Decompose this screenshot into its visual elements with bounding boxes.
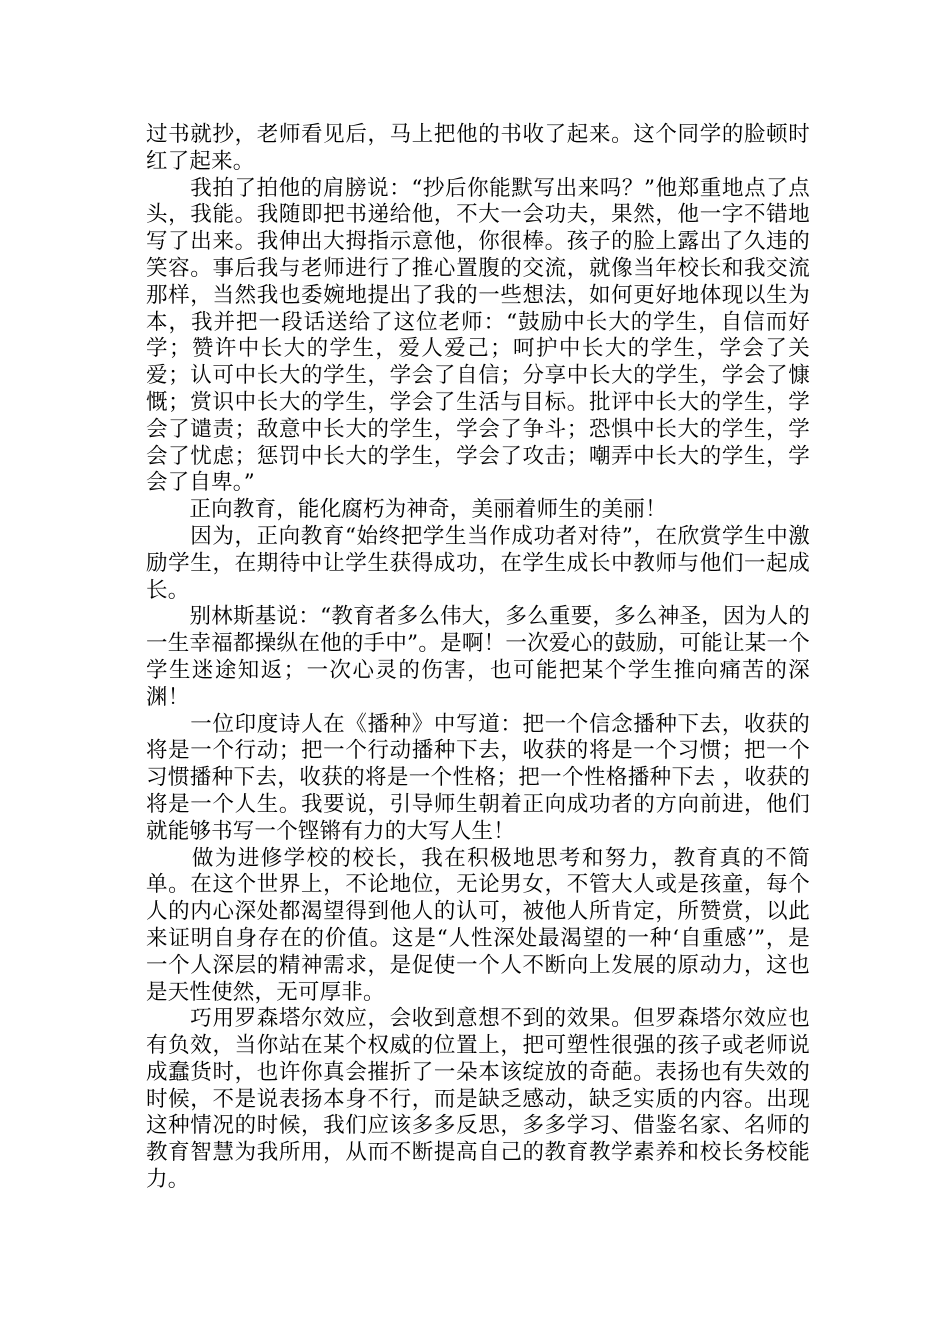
paragraph-7: 做为进修学校的校长，我在积极地思考和努力，教育真的不简单。在这个世界上，不论地位，无论男女，不管大人或是孩童，每个人的内心深处都渴望得到他人的认可，被他人所肯定，所赞赏，以此来证明自身存在的价值。这是“人性深处最渴望的一种‘自重感’”，是一个人深层的精神需求，是促使一个人不断向上发展的原动力，这也是天性使然，无可厚非。 (146, 845, 810, 1005)
paragraph-5: 别林斯基说：“教育者多么伟大，多么重要，多么神圣，因为人的一生幸福都操纵在他的手中”。是啊！一次爱心的鼓励，可能让某一个学生迷途知返；一次心灵的伤害，也可能把某个学生推向痛苦的深渊！ (146, 604, 810, 710)
paragraph-2: 我拍了拍他的肩膀说：“抄后你能默写出来吗？”他郑重地点了点头，我能。我随即把书递给他，不大一会功夫，果然，他一字不错地写了出来。我伸出大拇指示意他，你很棒。孩子的脸上露出了久违的笑容。事后我与老师进行了推心置腹的交流，就像当年校长和我交流那样，当然我也委婉地提出了我的一些想法，如何更好地体现以生为本，我并把一段话送给了这位老师：“鼓励中长大的学生，自信而好学；赞许中长大的学生，爱人爱己；呵护中长大的学生，学会了关爱；认可中长大的学生，学会了自信；分享中长大的学生，学会了慷慨；赏识中长大的学生，学会了生活与目标。批评中长大的学生，学会了谴责；敌意中长大的学生，学会了争斗；恐惧中长大的学生，学会了忧虑；惩罚中长大的学生，学会了攻击；嘲弄中长大的学生，学会了自卑。” (146, 175, 810, 496)
paragraph-6: 一位印度诗人在《播种》中写道：把一个信念播种下去，收获的将是一个行动；把一个行动播种下去，收获的将是一个习惯；把一个习惯播种下去，收获的将是一个性格；把一个性格播种下去 ，收获的将是一个人生。我要说，引导师生朝着正向成功者的方向前进，他们就能够书写一个铿锵有力的大写人生！ (146, 711, 810, 844)
paragraph-3: 正向教育，能化腐朽为神奇，美丽着师生的美丽！ (146, 497, 667, 523)
paragraph-8: 巧用罗森塔尔效应，会收到意想不到的效果。但罗森塔尔效应也有负效，当你站在某个权威的位置上，把可塑性很强的孩子或老师说成蠢货时，也许你真会摧折了一朵本该绽放的奇葩。表扬也有失效的时候，不是说表扬本身不行，而是缺乏感动，缺乏实质的内容。出现这种情况的时候，我们应该多多反思，多多学习、借鉴名家、名师的教育智慧为我所用，从而不断提高自己的教育教学素养和校长务校能力。 (146, 1006, 810, 1193)
paragraph-4: 因为，正向教育“始终把学生当作成功者对待”，在欣赏学生中激励学生，在期待中让学生获得成功，在学生成长中教师与他们一起成长。 (146, 523, 810, 603)
paragraph-1: 过书就抄，老师看见后，马上把他的书收了起来。这个同学的脸顿时红了起来。 (146, 122, 810, 174)
document-body (146, 122, 810, 1194)
